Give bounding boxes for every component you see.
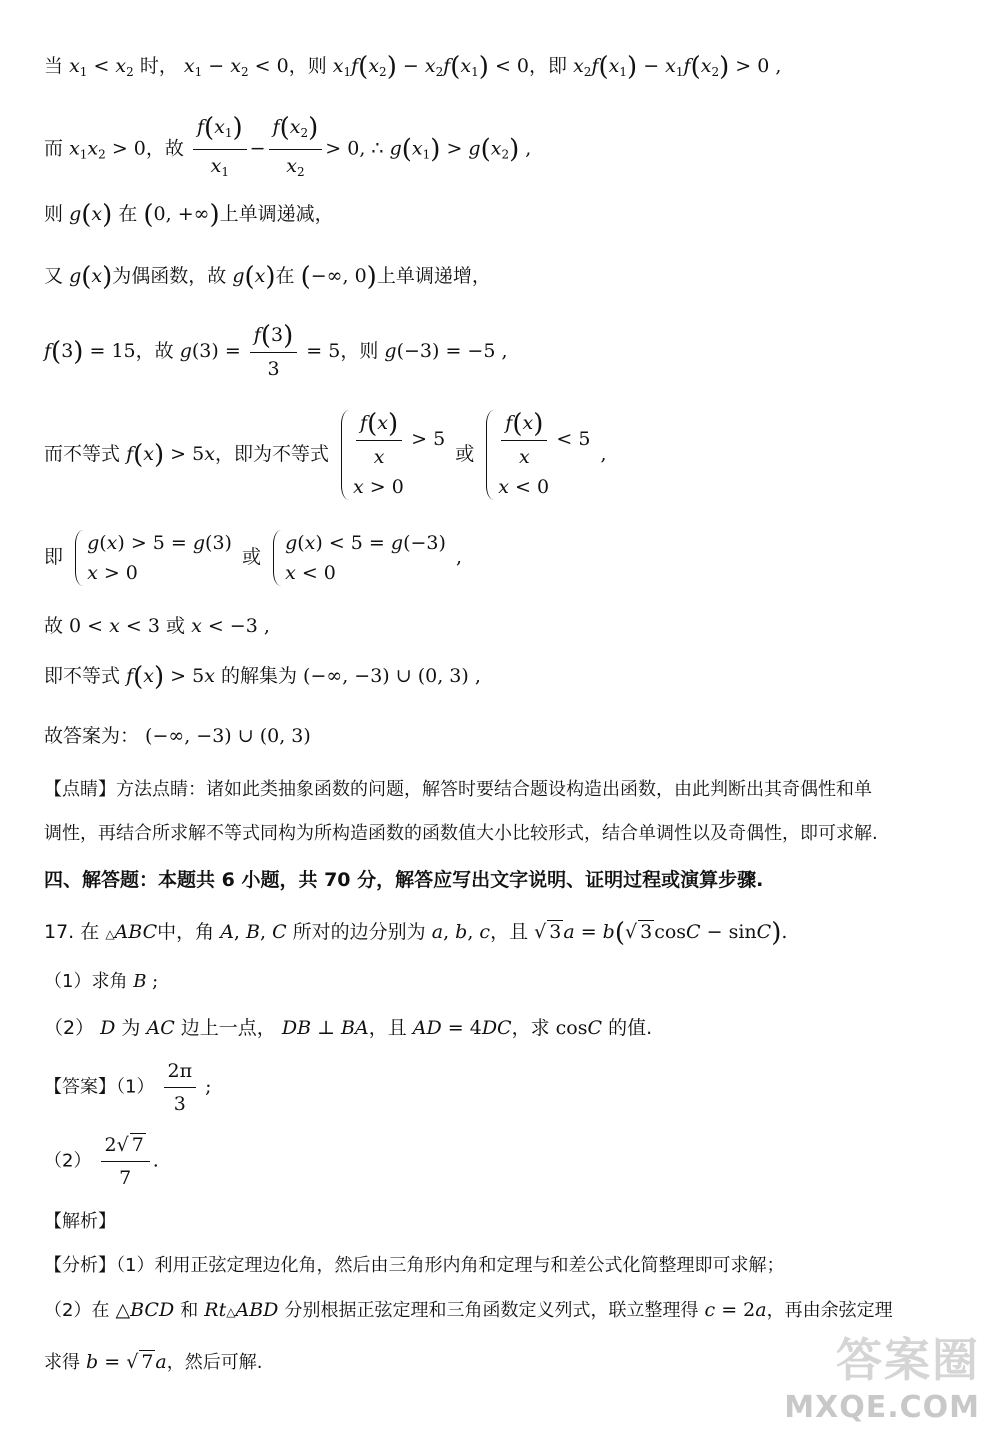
line-7: 即 g(x) > 5 = g(3) x > 0 或 g(x) < 5 = g(−3) x < 0 , [44, 528, 462, 588]
text: 上单调递减， [219, 203, 334, 225]
text: 17. 在 [44, 921, 100, 943]
case-brace: $\frac{f(x)}{x}$ > 5 x > 0 [339, 408, 445, 502]
text: 即不等式 [44, 665, 121, 687]
text: ，则 [288, 55, 327, 77]
text: 的值. [608, 1017, 653, 1039]
question-17-part-2: （2） D 为 AC 边上一点， DB ⊥ BA，且 AD = 4DC，求 cosC 的值. [44, 1017, 653, 1039]
text: 时， [139, 55, 178, 77]
text: 在 [275, 265, 295, 287]
text: ，且 [368, 1017, 407, 1039]
text: ，故 [135, 340, 174, 362]
dianjing-line-1: 【点睛】方法点睛：诸如此类抽象函数的问题，解答时要结合题设构造出函数，由此判断出其奇偶性和单 [44, 779, 872, 800]
text: 而不等式 [44, 443, 121, 465]
text: （2） [44, 1150, 92, 1172]
text: 则 [44, 203, 64, 225]
case-brace: g(x) > 5 = g(3) x > 0 [73, 528, 232, 588]
question-17-part-1: （1）求角 B ; [44, 971, 159, 992]
text: 为 [121, 1017, 141, 1039]
text: 或 [166, 615, 186, 637]
text: ，求 [511, 1017, 550, 1039]
text: ，即为不等式 [214, 443, 329, 465]
fraction: $\frac{f(3)}{3}$ [250, 320, 297, 384]
watermark-top: 答案圈 [836, 1333, 980, 1387]
line-4: 又 g(x)为偶函数，故 g(x)在 (−∞, 0)上单调递增， [44, 262, 491, 292]
line-10: 故答案为： (−∞, −3) ∪ (0, 3) [44, 725, 311, 747]
fraction: $\frac{2\pi}{3}$ [164, 1056, 197, 1119]
analysis-line-3: 求得 b = √ 7 a，然后可解. [44, 1351, 263, 1373]
case-brace: g(x) < 5 = g(−3) x < 0 [271, 528, 446, 588]
text: 求得 [44, 1352, 80, 1373]
text: 在 [118, 203, 138, 225]
line-5: f(3) = 15，故 g(3) = $\frac{f(3)}{3}$ = 5，则 g(−3) = −5 , [44, 320, 508, 384]
line-1: 当 $x_1 < x_2$ 时， $x_1 - x_2 < 0$，则 $x_1f(x_2) - x_2f(x_1) < 0$，即 $x_2f(x_1) - x_1f(x_2) > 0$ , [44, 52, 782, 82]
fraction: $\frac{f(x_1)}{x_1}$ [193, 112, 247, 187]
analysis-line-1: 【分析】（1）利用正弦定理边化角，然后由三角形内角和定理与和差公式化简整理即可求解； [44, 1255, 785, 1276]
text: 又 [44, 265, 64, 287]
analysis-line-2: （2）在 △BCD 和 Rt△ABD 分别根据正弦定理和三角函数定义列式，联立整理得 c = 2a，再由余弦定理 [44, 1299, 893, 1321]
text: 为偶函数，故 [112, 265, 227, 287]
jiexi-label: 【解析】 [44, 1211, 116, 1232]
text: （2） [44, 1017, 95, 1039]
text: ，再由余弦定理 [766, 1300, 893, 1321]
answer-1: 【答案】（1） $\frac{2\pi}{3}$ ; [44, 1056, 212, 1119]
text: ，然后可解. [166, 1352, 263, 1373]
text: 边上一点， [180, 1017, 276, 1039]
text: ，且 [490, 921, 529, 943]
text: 【答案】（1） [44, 1076, 155, 1098]
text: 或 [455, 443, 475, 465]
text: ，则 [340, 340, 379, 362]
text: 和 [180, 1300, 199, 1321]
text: 所对的边分别为 [292, 921, 426, 943]
text: 上单调递增， [376, 265, 491, 287]
text: 分别根据正弦定理和三角函数定义列式，联立整理得 [284, 1300, 699, 1321]
text: （1）求角 [44, 971, 128, 992]
section-heading: 四、解答题：本题共 6 小题，共 70 分，解答应写出文字说明、证明过程或演算步骤. [44, 869, 764, 891]
text: ，即 [529, 55, 568, 77]
dianjing-line-2: 调性，再结合所求解不等式同构为所构造函数的函数值大小比较形式，结合单调性以及奇偶性，即可求解. [44, 823, 878, 844]
line-6: 而不等式 f(x) > 5x，即为不等式 $\frac{f(x)}{x}$ > 5 x > 0 或 $\frac{f(x)}{x}$ < 5 x < 0 , [44, 408, 607, 502]
watermark-logo [784, 1324, 980, 1425]
fraction: $\frac{2√ 7}{7}$ [101, 1130, 150, 1193]
text: 故答案为： [44, 725, 140, 747]
line-3: 则 g(x) 在 (0, +∞)上单调递减， [44, 200, 334, 230]
line-8: 故 0 < x < 3 或 x < −3 , [44, 615, 270, 637]
line-2: 而 $x_1x_2 > 0$，故 $\frac{f(x_1)}{x_1}$ − $\frac{f(x_2)}{x_2}$ > 0, ∴ $g(x_1) > g(x_2)$ , [44, 112, 531, 187]
text: 中，角 [157, 921, 215, 943]
fraction: $\frac{f(x_2)}{x_2}$ [269, 112, 323, 187]
text: 的解集为 [221, 665, 298, 687]
text: ，故 [145, 137, 184, 160]
case-brace: $\frac{f(x)}{x}$ < 5 x < 0 [484, 408, 590, 502]
answer-2: （2） $\frac{2√ 7}{7}$ . [44, 1130, 159, 1193]
text: 故 [44, 615, 64, 637]
watermark-bottom: MXQE.COM [784, 1390, 980, 1425]
question-17: 17. 在 △ABC中，角 A, B, C 所对的边分别为 a, b, c，且 √ 3 a = b(√ 3 cosC − sinC). [44, 918, 788, 948]
text: 当 [44, 55, 64, 77]
text: （2）在 [44, 1300, 110, 1321]
line-9: 即不等式 f(x) > 5x 的解集为 (−∞, −3) ∪ (0, 3) , [44, 662, 481, 692]
text: 即 [44, 546, 64, 568]
text: 或 [242, 546, 262, 568]
text: 而 [44, 137, 64, 160]
